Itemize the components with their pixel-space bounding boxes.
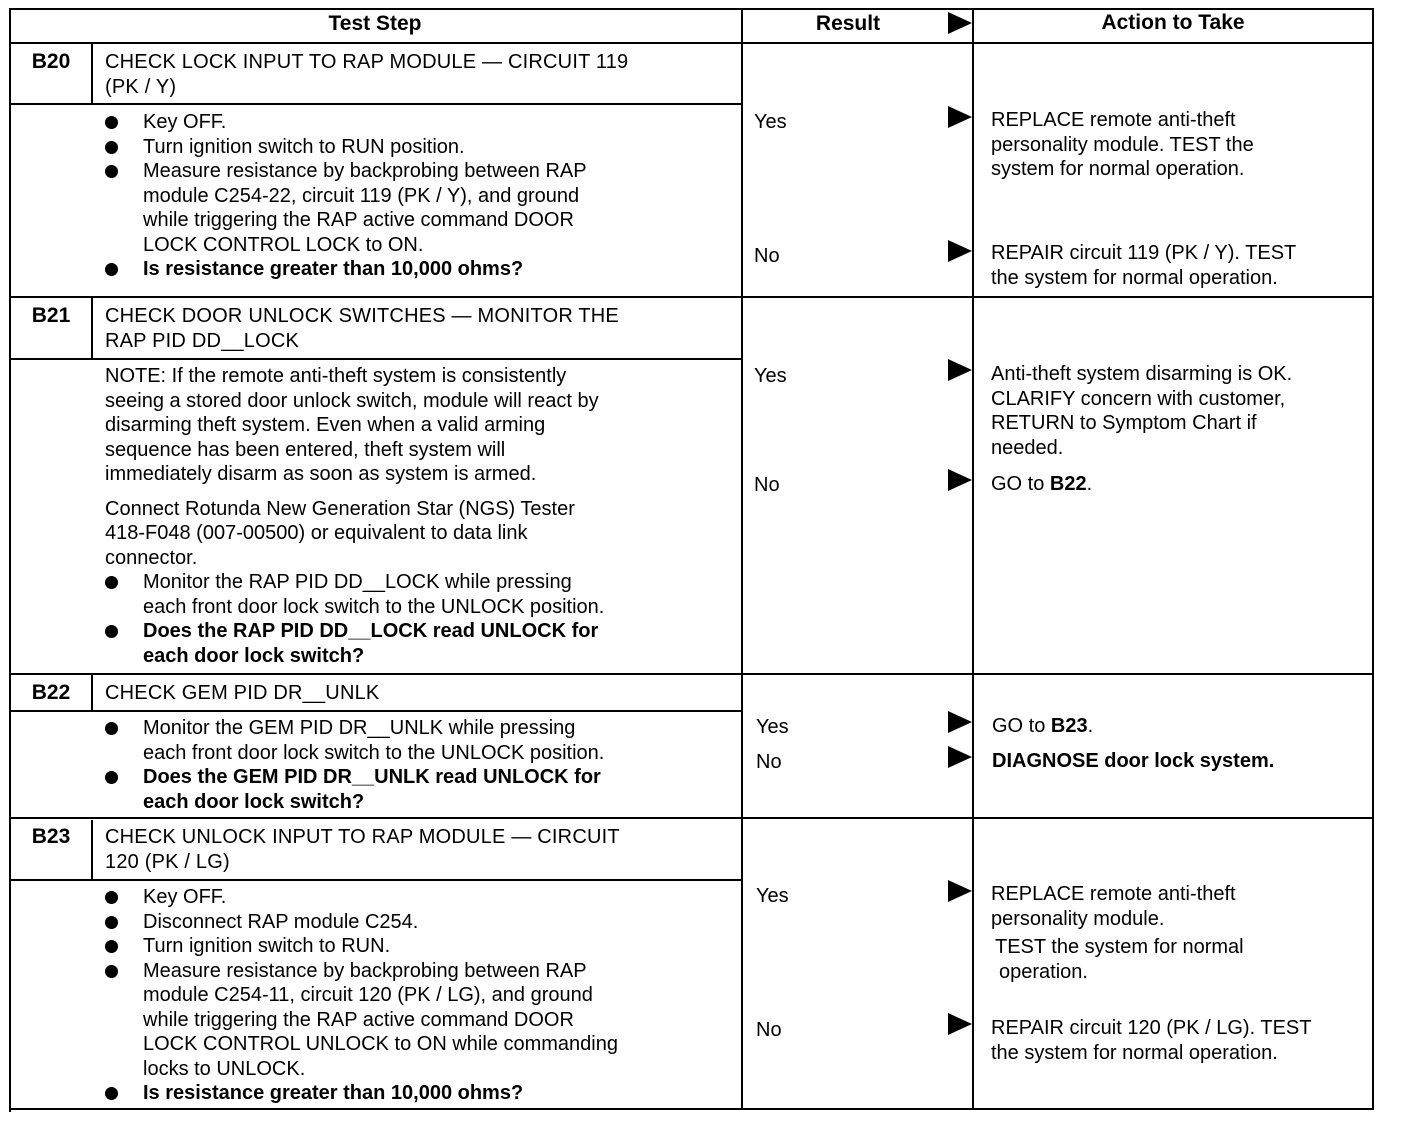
b23-title-rule [9, 879, 743, 881]
header-action: Action to Take [1101, 11, 1245, 34]
list-item: Disconnect RAP module C254. [105, 910, 735, 935]
step-id-b20: B20 [31, 50, 71, 73]
list-item: Key OFF. [105, 110, 735, 135]
list-item: Is resistance greater than 10,000 ohms? [105, 257, 735, 282]
bullet-icon [105, 940, 118, 953]
bullet-icon [105, 165, 118, 178]
step-id-b22: B22 [31, 681, 71, 704]
bullet-icon [105, 891, 118, 904]
action-yes-b23: REPLACE remote anti-theft personality module. [991, 883, 1236, 930]
table-border-bottom [9, 1108, 1374, 1110]
action-yes-b21: Anti-theft system disarming is OK. CLARIFY concern with customer, RETURN to Symptom Chart if needed. [991, 363, 1293, 459]
result-no-b23: No [756, 1019, 782, 1041]
bullet-icon [105, 576, 118, 589]
list-item: Turn ignition switch to RUN. [105, 934, 735, 959]
action-no-b20: REPAIR circuit 119 (PK / Y). TEST the system for normal operation. [991, 242, 1297, 289]
action-yes-b20: REPLACE remote anti-theft personality module. TEST the system for normal operation. [991, 109, 1254, 180]
step-body-b22 [105, 716, 735, 814]
list-item: Key OFF. [105, 885, 735, 910]
action-yes-b23-test: TEST the system for normal operation. [995, 936, 1244, 983]
b22-end-rule [9, 817, 1374, 819]
step-id-b21: B21 [31, 304, 71, 327]
header-arrow-icon [948, 12, 972, 34]
bullet-icon [105, 141, 118, 154]
step-body-b23 [105, 885, 735, 1106]
arrow-icon [948, 711, 972, 733]
arrow-icon [948, 746, 972, 768]
b22-title-rule [9, 710, 743, 712]
column-divider-step-result [741, 8, 743, 1110]
list-item: Does the GEM PID DR__UNLK read UNLOCK for each door lock switch? [105, 765, 735, 814]
step-body-b21 [105, 364, 735, 668]
bullet-icon [105, 263, 118, 276]
list-item: Measure resistance by backprobing between RAP module C254-22, circuit 119 (PK / Y), and ground while triggering the RAP active command DOOR LOCK CONTROL LOCK to ON. [105, 159, 735, 257]
header-rule [9, 42, 1374, 44]
bullet-icon [105, 722, 118, 735]
column-divider-result-action [972, 8, 974, 1108]
list-item: Is resistance greater than 10,000 ohms? [105, 1081, 735, 1106]
result-yes-b22: Yes [756, 716, 789, 738]
connect-text: Connect Rotunda New Generation Star (NGS) Tester 418-F048 (007-00500) or equivalent to data link connector. [105, 497, 575, 569]
bullet-icon [105, 916, 118, 929]
bullet-icon [105, 1087, 118, 1100]
bullet-icon [105, 625, 118, 638]
list-item: Monitor the GEM PID DR__UNLK while pressing each front door lock switch to the UNLOCK position. [105, 716, 735, 765]
action-yes-b22: GO to B23. [992, 715, 1094, 737]
result-yes-b21: Yes [754, 365, 787, 387]
step-title-b23: CHECK UNLOCK INPUT TO RAP MODULE — CIRCUIT 120 (PK / LG) [105, 826, 620, 873]
result-no-b20: No [754, 245, 780, 267]
bullet-icon [105, 965, 118, 978]
result-yes-b20: Yes [754, 111, 787, 133]
list-item: Turn ignition switch to RUN position. [105, 135, 735, 160]
b21-title-rule [9, 358, 743, 360]
list-item: Measure resistance by backprobing between RAP module C254-11, circuit 120 (PK / LG), and ground while triggering the RAP active command DOOR LOCK CONTROL UNLOCK to ON while commanding locks to UNLOCK. [105, 959, 735, 1082]
step-body-b20 [105, 110, 735, 282]
table-border-top [9, 8, 1374, 10]
bullet-icon [105, 771, 118, 784]
b20-end-rule [9, 296, 1374, 298]
action-no-b21: GO to B22. [991, 473, 1093, 495]
header-test-step: Test Step [328, 12, 422, 35]
result-no-b21: No [754, 474, 780, 496]
list-item: Monitor the RAP PID DD__LOCK while pressing each front door lock switch to the UNLOCK position. [105, 570, 735, 619]
result-yes-b23: Yes [756, 885, 789, 907]
arrow-icon [948, 359, 972, 381]
step-id-b23: B23 [31, 825, 71, 848]
arrow-icon [948, 880, 972, 902]
note-text: NOTE: If the remote anti-theft system is consistently seeing a stored door unlock switch, module will react by disarming theft system. Even when a valid arming sequence has been entered, theft system will immediately disarm as soon as system is armed. [105, 365, 599, 485]
arrow-icon [948, 469, 972, 491]
b21-end-rule [9, 673, 1374, 675]
header-result: Result [815, 12, 881, 35]
action-no-b22: DIAGNOSE door lock system. [992, 750, 1275, 772]
step-title-b22: CHECK GEM PID DR__UNLK [105, 682, 380, 704]
list-item: Does the RAP PID DD__LOCK read UNLOCK for each door lock switch? [105, 619, 735, 668]
step-title-b21: CHECK DOOR UNLOCK SWITCHES — MONITOR THE RAP PID DD__LOCK [105, 305, 619, 352]
arrow-icon [948, 1013, 972, 1035]
arrow-icon [948, 106, 972, 128]
b20-title-rule [9, 103, 743, 105]
result-no-b22: No [756, 751, 782, 773]
table-border-left [9, 8, 11, 1112]
bullet-icon [105, 116, 118, 129]
action-no-b23: REPAIR circuit 120 (PK / LG). TEST the system for normal operation. [991, 1017, 1312, 1064]
arrow-icon [948, 240, 972, 262]
step-title-b20: CHECK LOCK INPUT TO RAP MODULE — CIRCUIT 119 (PK / Y) [105, 51, 629, 98]
